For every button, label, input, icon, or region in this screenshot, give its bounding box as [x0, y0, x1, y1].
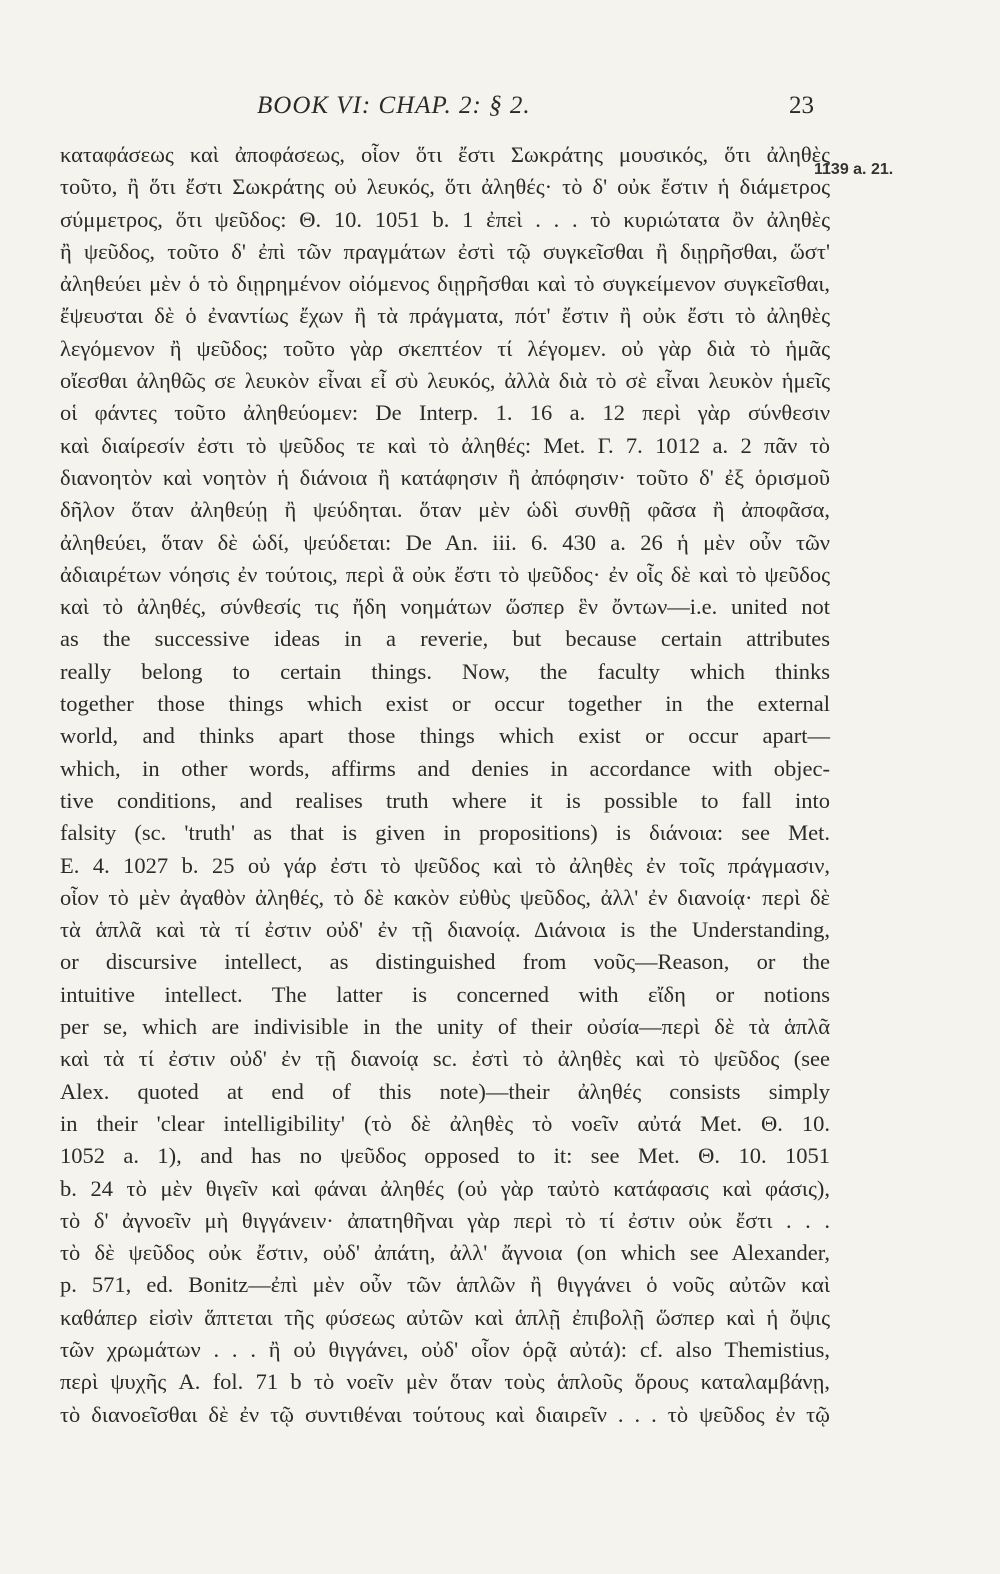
text-line: together those things which exist or occur together in the external: [60, 691, 830, 717]
text-line: ἔψευσται δὲ ὁ ἐναντίως ἔχων ἢ τὰ πράγματα, πότ' ἔστιν ἢ οὐκ ἔστι τὸ ἀληθὲς: [60, 303, 830, 329]
commentary-note: [60, 139, 894, 1431]
text-line: ἀληθεύει μὲν ὁ τὸ διῃρημένον οἰόμενος διῃρῆσθαι καὶ τὸ συγκείμενον συγκεῖσθαι,: [60, 271, 830, 297]
text-line: καὶ τὰ τί ἐστιν οὐδ' ἐν τῇ διανοίᾳ sc. ἐστὶ τὸ ἀληθὲς καὶ τὸ ψεῦδος (see: [60, 1046, 830, 1072]
text-line: 1052 a. 1), and has no ψεῦδος opposed to it: see Met. Θ. 10. 1051: [60, 1143, 830, 1169]
text-line: οἴεσθαι ἀληθῶς σε λευκὸν εἶναι εἶ σὺ λευκός, ἀλλὰ διὰ τὸ σὲ εἶναι λευκὸν ἡμεῖς: [60, 368, 830, 394]
text-line: or discursive intellect, as distinguished from νοῦς—Reason, or the: [60, 949, 830, 975]
text-line: intuitive intellect. The latter is concerned with εἴδη or notions: [60, 981, 830, 1007]
page-number: 23: [789, 92, 814, 119]
running-title: BOOK VI: CHAP. 2: § 2.: [257, 92, 531, 119]
text-line: καθάπερ εἰσὶν ἅπτεται τῆς φύσεως αὐτῶν καὶ ἁπλῇ ἐπιβολῇ ὥσπερ καὶ ἡ ὄψις: [60, 1304, 830, 1330]
text-line: τὰ ἁπλᾶ καὶ τὰ τί ἐστιν οὐδ' ἐν τῇ διανοίᾳ. Διάνοια is the Understanding,: [60, 917, 830, 943]
marginal-reference: 1139 a. 21.: [814, 161, 894, 178]
text-line: οἷον τὸ μὲν ἀγαθὸν ἀληθές, τὸ δὲ κακὸν εὐθὺς ψεῦδος, ἀλλ' ἐν διανοίᾳ· περὶ δὲ: [60, 884, 830, 910]
text-line: τὸ δ' ἀγνοεῖν μὴ θιγγάνειν· ἀπατηθῆναι γὰρ περὶ τὸ τί ἐστιν οὐκ ἔστι . . .: [60, 1207, 830, 1233]
text-line: τῶν χρωμάτων . . . ἢ οὐ θιγγάνει, οὐδ' οἷον ὁρᾷ αὐτά): cf. also Themistius,: [60, 1336, 830, 1362]
text-line: τὸ δὲ ψεῦδος οὐκ ἔστιν, οὐδ' ἀπάτη, ἀλλ' ἄγνοια (on which see Alexander,: [60, 1240, 830, 1266]
text-line: λεγόμενον ἢ ψεῦδος; τοῦτο γὰρ σκεπτέον τί λέγομεν. οὐ γὰρ διὰ τὸ ἡμᾶς: [60, 335, 830, 361]
text-line: per se, which are indivisible in the unity of their οὐσία—περὶ δὲ τὰ ἁπλᾶ: [60, 1014, 830, 1040]
text-line: E. 4. 1027 b. 25 οὐ γάρ ἐστι τὸ ψεῦδος καὶ τὸ ἀληθὲς ἐν τοῖς πράγμασιν,: [60, 852, 830, 878]
text-line: falsity (sc. 'truth' as that is given in propositions) is διάνοια: see Met.: [60, 820, 830, 846]
text-line: τὸ διανοεῖσθαι δὲ ἐν τῷ συντιθέναι τούτους καὶ διαιρεῖν . . . τὸ ψεῦδος ἐν τῷ: [60, 1401, 830, 1427]
text-line: in their 'clear intelligibility' (τὸ δὲ ἀληθὲς τὸ νοεῖν αὐτά Met. Θ. 10.: [60, 1110, 830, 1136]
text-line: as the successive ideas in a reverie, but because certain attributes: [60, 626, 830, 652]
text-line: tive conditions, and realises truth where it is possible to fall into: [60, 787, 830, 813]
running-head: [52, 92, 822, 132]
text-line: καὶ τὸ ἀληθές, σύνθεσίς τις ἤδη νοημάτων ὥσπερ ἓν ὄντων—i.e. united not: [60, 594, 830, 620]
text-line: οἱ φάντες τοῦτο ἀληθεύομεν: De Interp. 1. 16 a. 12 περὶ γὰρ σύνθεσιν: [60, 400, 830, 426]
text-line: ἀληθεύει, ὅταν δὲ ὡδί, ψεύδεται: De An. iii. 6. 430 a. 26 ἡ μὲν οὖν τῶν: [60, 529, 830, 555]
text-line: διανοητὸν καὶ νοητὸν ἡ διάνοια ἢ κατάφησιν ἢ ἀπόφησιν· τοῦτο δ' ἐξ ὁρισμοῦ: [60, 464, 830, 490]
text-line: περὶ ψυχῆς A. fol. 71 b τὸ νοεῖν μὲν ὅταν τοὺς ἁπλοῦς ὅρους καταλαμβάνῃ,: [60, 1369, 830, 1395]
text-line: τοῦτο, ἢ ὅτι ἔστι Σωκράτης οὐ λευκός, ὅτι ἀληθές· τὸ δ' οὐκ ἔστιν ἡ διάμετρος: [60, 174, 830, 200]
text-line: σύμμετρος, ὅτι ψεῦδος: Θ. 10. 1051 b. 1 ἐπεὶ . . . τὸ κυριώτατα ὂν ἀληθὲς: [60, 206, 830, 232]
text-line: b. 24 τὸ μὲν θιγεῖν καὶ φάναι ἀληθές (οὐ γὰρ ταὐτὸ κατάφασις καὶ φάσις),: [60, 1175, 830, 1201]
text-line: ἀδιαιρέτων νόησις ἐν τούτοις, περὶ ἃ οὐκ ἔστι τὸ ψεῦδος· ἐν οἷς δὲ καὶ τὸ ψεῦδος: [60, 561, 830, 587]
text-line: ἢ ψεῦδος, τοῦτο δ' ἐπὶ τῶν πραγμάτων ἐστὶ τῷ συγκεῖσθαι ἢ διῃρῆσθαι, ὥστ': [60, 238, 830, 264]
text-line: δῆλον ὅταν ἀληθεύῃ ἢ ψεύδηται. ὅταν μὲν ὡδὶ συνθῇ φᾶσα ἢ ἀποφᾶσα,: [60, 497, 830, 523]
text-line: world, and thinks apart those things which exist or occur apart—: [60, 723, 830, 749]
text-line: really belong to certain things. Now, the faculty which thinks: [60, 658, 830, 684]
text-line: καταφάσεως καὶ ἀποφάσεως, οἷον ὅτι ἔστι Σωκράτης μουσικός, ὅτι ἀληθὲς: [60, 142, 830, 167]
text-line: Alex. quoted at end of this note)—their ἀληθές consists simply: [60, 1078, 830, 1104]
text-line: which, in other words, affirms and denies in accordance with objec-: [60, 755, 830, 781]
text-line: p. 571, ed. Bonitz—ἐπὶ μὲν οὖν τῶν ἁπλῶν ἢ θιγγάνει ὁ νοῦς αὐτῶν καὶ: [60, 1272, 830, 1298]
text-line: καὶ διαίρεσίν ἐστι τὸ ψεῦδος τε καὶ τὸ ἀληθές: Met. Γ. 7. 1012 a. 2 πᾶν τὸ: [60, 432, 830, 458]
